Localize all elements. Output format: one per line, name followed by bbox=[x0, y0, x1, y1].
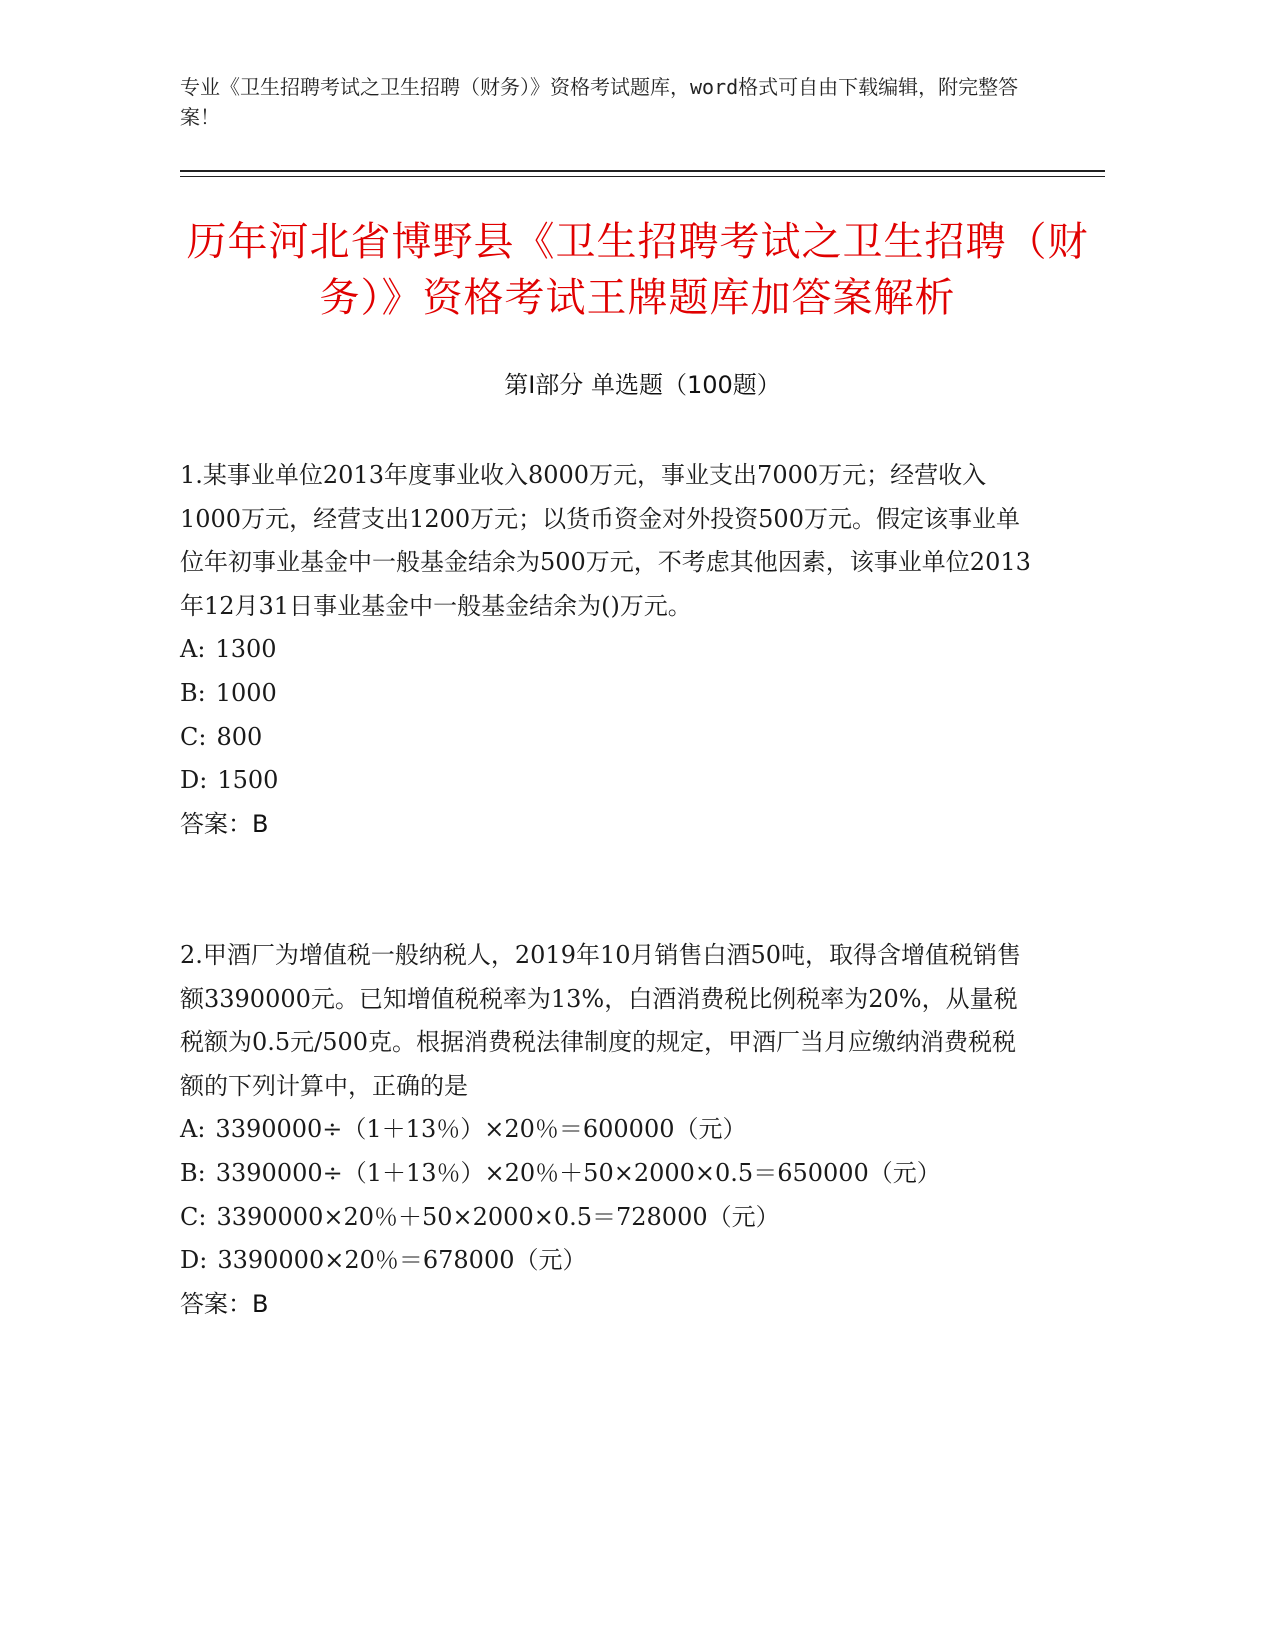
option-c bbox=[180, 716, 1035, 760]
question-stem: 2.甲酒厂为增值税一般纳税人，2019年10月销售白酒50吨，取得含增值税销售额3390000元。已知增值税税率为13%，白酒消费税比例税率为20%，从量税税额为0.5元/500克。根据消费税法律制度的规定，甲酒厂当月应缴纳消费税税额的下列计算中，正确的是 bbox=[180, 941, 1022, 1100]
question-2 bbox=[180, 934, 1035, 1326]
option-letter: D: bbox=[180, 1246, 208, 1275]
option-c bbox=[180, 1196, 1035, 1240]
header-note: 专业《卫生招聘考试之卫生招聘（财务）》资格考试题库，word格式可自由下载编辑，附完整答案！ bbox=[180, 75, 1019, 129]
option-text: 3390000÷（1＋13％）×20％＋50×2000×0.5＝650000（元） bbox=[215, 1158, 941, 1187]
option-letter: A: bbox=[180, 635, 206, 664]
option-letter: A: bbox=[180, 1115, 206, 1144]
option-letter: B: bbox=[180, 678, 206, 707]
section-heading: 第Ⅰ部分 单选题（100题） bbox=[504, 371, 781, 399]
option-letter: C: bbox=[180, 1202, 207, 1231]
answer-line: 答案：B bbox=[180, 809, 269, 838]
question-stem: 1.某事业单位2013年度事业收入8000万元，事业支出7000万元；经营收入1000万元，经营支出1200万元；以货币资金对外投资500万元。假定该事业单位年初事业基金中一般基金结余为500万元，不考虑其他因素，该事业单位2013年12月31日事业基金中一般基金结余为()万元。 bbox=[180, 461, 1031, 620]
option-letter: D: bbox=[180, 766, 208, 795]
option-text: 1500 bbox=[217, 766, 279, 795]
option-a bbox=[180, 1108, 1035, 1152]
option-text: 1300 bbox=[215, 635, 277, 664]
option-text: 3390000×20％＋50×2000×0.5＝728000（元） bbox=[216, 1202, 780, 1231]
document-title: 历年河北省博野县《卫生招聘考试之卫生招聘（财务）》资格考试王牌题库加答案解析 bbox=[186, 219, 1089, 321]
option-text: 800 bbox=[216, 722, 263, 751]
option-d bbox=[180, 1239, 1035, 1283]
option-b bbox=[180, 1152, 1035, 1196]
question-1 bbox=[180, 454, 1035, 846]
option-letter: C: bbox=[180, 722, 207, 751]
answer-line: 答案：B bbox=[180, 1289, 269, 1318]
header-divider-thick bbox=[180, 170, 1105, 172]
option-text: 3390000×20％＝678000（元） bbox=[217, 1246, 587, 1275]
option-letter: B: bbox=[180, 1158, 206, 1187]
option-a bbox=[180, 628, 1035, 672]
option-d bbox=[180, 759, 1035, 803]
option-text: 3390000÷（1＋13％）×20％＝600000（元） bbox=[215, 1115, 747, 1144]
header-divider-thin bbox=[180, 176, 1105, 177]
option-text: 1000 bbox=[215, 678, 277, 707]
option-b bbox=[180, 672, 1035, 716]
